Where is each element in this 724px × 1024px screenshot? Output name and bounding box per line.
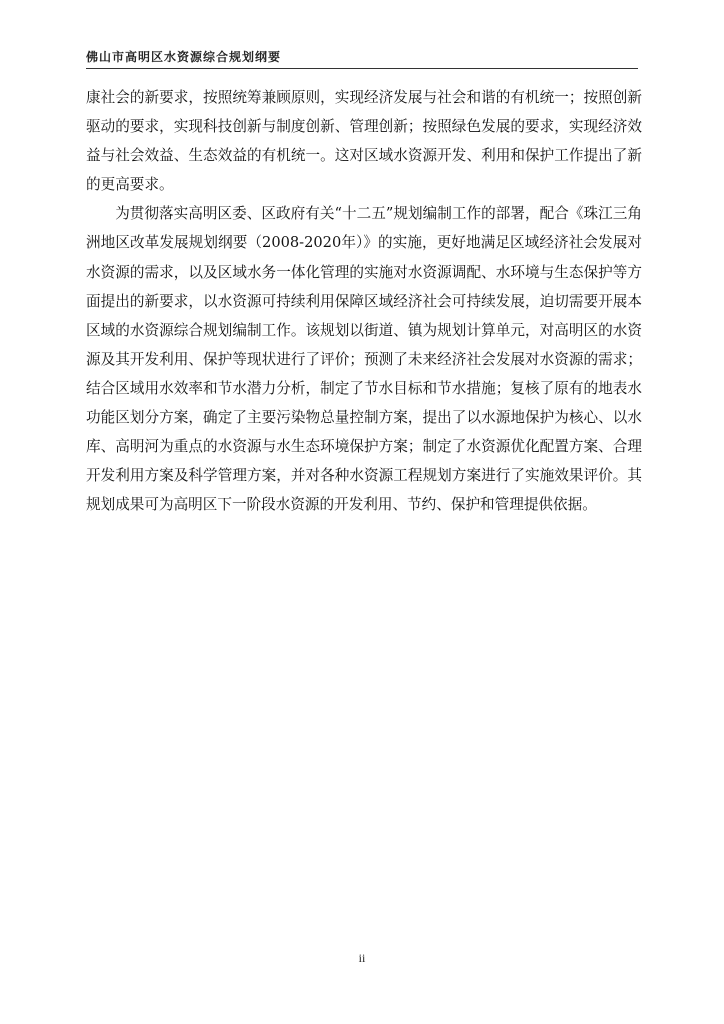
body-text xyxy=(86,83,642,519)
running-header-title: 佛山市高明区水资源综合规划纲要 xyxy=(86,50,282,64)
paragraph-continued: 康社会的新要求，按照统筹兼顾原则，实现经济发展与社会和谐的有机统一；按照创新驱动的要求，实现科技创新与制度创新、管理创新；按照绿色发展的要求，实现经济效益与社会效益、生态效益的有机统一。这对区域水资源开发、利用和保护工作提出了新的更高要求。 xyxy=(86,89,642,194)
header-divider xyxy=(86,68,638,69)
paragraph: 为贯彻落实高明区委、区政府有关“十二五”规划编制工作的部署，配合《珠江三角洲地区改革发展规划纲要（2008-2020年）》的实施，更好地满足区域经济社会发展对水资源的需求，以及区域水务一体化管理的实施对水资源调配、水环境与生态保护等方面提出的新要求，以水资源可持续利用保障区域经济社会可持续发展，迫切需要开展本区域的水资源综合规划编制工作。该规划以街道、镇为规划计算单元，对高明区的水资源及其开发利用、保护等现状进行了评价；预测了未来经济社会发展对水资源的需求；结合区域用水效率和节水潜力分析，制定了节水目标和节水措施；复核了原有的地表水功能区划分方案，确定了主要污染物总量控制方案，提出了以水源地保护为核心、以水库、高明河为重点的水资源与水生态环境保护方案；制定了水资源优化配置方案、合理开发利用方案及科学管理方案，并对各种水资源工程规划方案进行了实施效果评价。其规划成果可为高明区下一阶段水资源的开发利用、节约、保护和管理提供依据。 xyxy=(86,205,642,514)
page-number: ii xyxy=(358,951,366,965)
